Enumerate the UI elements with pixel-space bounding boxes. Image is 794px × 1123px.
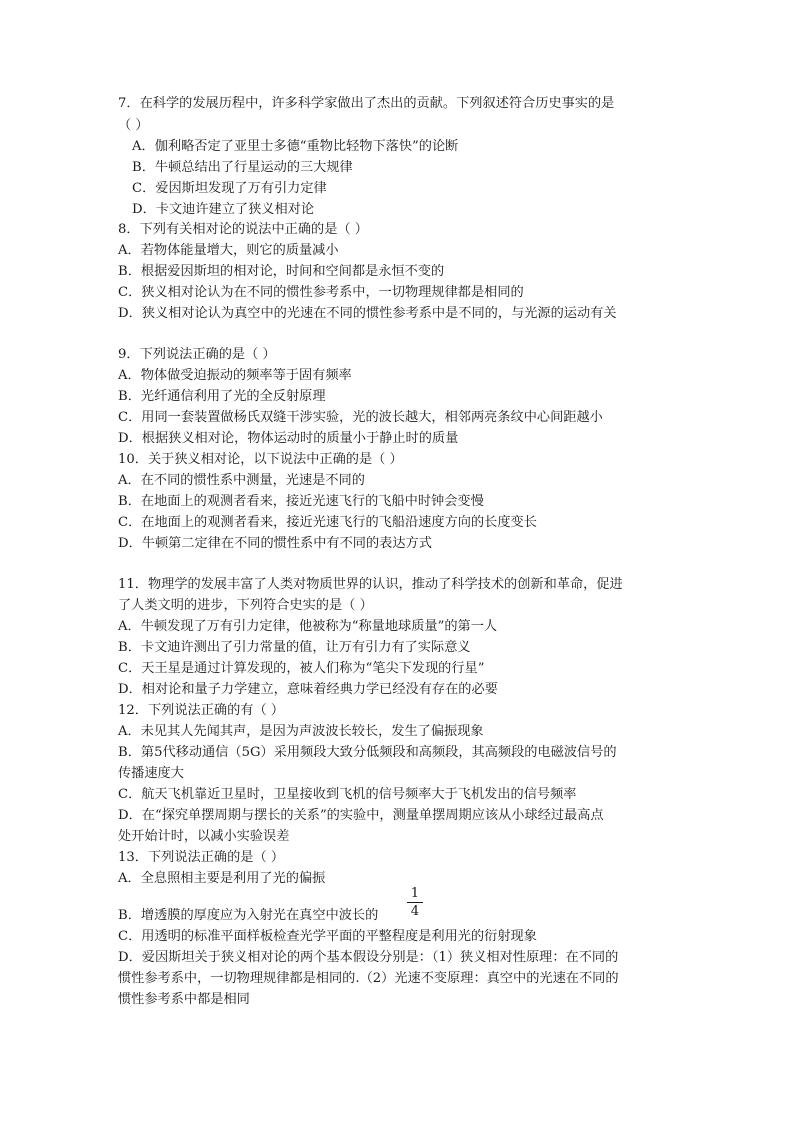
option-d-continuation: 惯性参考系中，一切物理规律都是相同的.（2）光速不变原理：真空中的光速在不同的 [118,971,619,986]
option-d: D．狭义相对论认为真空中的光速在不同的惯性参考系中是不同的，与光源的运动有关 [118,306,617,321]
question-stem: 9．下列说法正确的是（ ） [118,347,276,362]
option-d: D．根据狭义相对论，物体运动时的质量小于静止时的质量 [118,431,459,446]
option-d: D．爱因斯坦关于狭义相对论的两个基本假设分别是：（1）狭义相对性原理：在不同的 [118,950,619,965]
question-stem: 7．在科学的发展历程中，许多科学家做出了杰出的贡献。下列叙述符合历史事实的是 [118,96,615,111]
option-a: A．伽利略否定了亚里士多德“重物比轻物下落快”的论断 [132,139,459,154]
question-stem: 8．下列有关相对论的说法中正确的是（ ） [118,222,368,237]
option-c: C．用透明的标准平面样板检查光学平面的平整程度是利用光的衍射现象 [118,929,537,944]
fraction-numerator: 1 [407,885,423,903]
option-c: C．航天飞机靠近卫星时，卫星接收到飞机的信号频率大于飞机发出的信号频率 [118,787,577,802]
option-c: C．用同一套装置做杨氏双缝干涉实验，光的波长越大，相邻两亮条纹中心间距越小 [118,410,603,425]
question-stem-continuation: 了人类文明的进步，下列符合史实的是（ ） [118,598,373,613]
option-b: B．增透膜的厚度应为入射光在真空中波长的 [118,908,379,923]
question-stem-continuation: （ ） [118,118,149,133]
question-stem: 10．关于狭义相对论，以下说法中正确的是（ ） [118,452,403,467]
option-a: A．全息照相主要是利用了光的偏振 [118,871,326,886]
fraction-denominator: 4 [410,904,420,919]
option-c: C．在地面上的观测者看来，接近光速飞行的飞船沿速度方向的长度变长 [118,515,537,530]
option-b: B．卡文迪许测出了引力常量的值，让万有引力有了实际意义 [118,640,471,655]
fraction [407,885,423,920]
option-a: A．在不同的惯性系中测量，光速是不同的 [118,473,365,488]
option-b: B．根据爱因斯坦的相对论，时间和空间都是永恒不变的 [118,264,445,279]
option-c: C．爱因斯坦发现了万有引力定律 [132,181,327,196]
option-d: D．牛顿第二定律在不同的惯性系中有不同的表达方式 [118,536,432,551]
option-d: D．在“探究单摆周期与摆长的关系”的实验中，测量单摆周期应该从小球经过最高点 [118,808,604,823]
option-a: A．若物体能量增大，则它的质量减小 [118,243,339,258]
option-a: A．牛顿发现了万有引力定律，他被称为“称量地球质量”的第一人 [118,619,498,634]
option-b: B．牛顿总结出了行星运动的三大规律 [132,160,353,175]
option-b: B．在地面上的观测者看来，接近光速飞行的飞船中时钟会变慢 [118,494,484,509]
option-a: A．未见其人先闻其声，是因为声波波长较长，发生了偏振现象 [118,724,484,739]
option-d-continuation: 惯性参考系中都是相同 [118,992,250,1007]
option-d-continuation: 处开始计时，以减小实验误差 [118,829,290,844]
question-stem: 12．下列说法正确的有（ ） [118,703,285,718]
option-c: C．天王星是通过计算发现的，被人们称为“笔尖下发现的行星” [118,661,485,676]
option-a: A．物体做受迫振动的频率等于固有频率 [118,368,352,383]
option-d: D．相对论和量子力学建立，意味着经典力学已经没有存在的必要 [118,682,498,697]
option-b-continuation: 传播速度大 [118,766,184,781]
question-stem: 11．物理学的发展丰富了人类对物质世界的认识，推动了科学技术的创新和革命，促进 [118,577,623,592]
option-b: B．光纤通信利用了光的全反射原理 [118,389,326,404]
option-d: D．卡文迪许建立了狭义相对论 [132,202,315,217]
option-b: B．第5代移动通信（5G）采用频段大致分低频段和高频段，其高频段的电磁波信号的 [118,745,617,760]
option-c: C．狭义相对论认为在不同的惯性参考系中，一切物理规律都是相同的 [118,285,524,300]
question-stem: 13．下列说法正确的是（ ） [118,850,285,865]
